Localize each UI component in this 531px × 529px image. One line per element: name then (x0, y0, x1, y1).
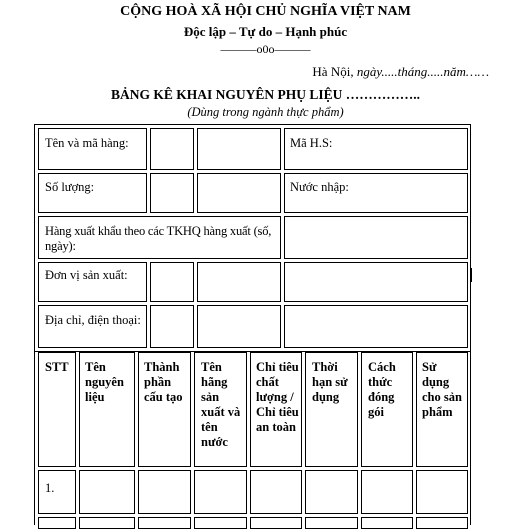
table-row-2-cell[interactable] (138, 517, 191, 529)
input-cell-ten-ma-hang-b[interactable] (197, 128, 281, 170)
col-header-stt: STT (38, 352, 76, 467)
col-header-thanh-phan: Thành phần cấu tạo (138, 352, 191, 467)
table-row-1-cell[interactable] (138, 470, 191, 514)
col-header-cach-thuc-dong-goi: Cách thức đóng gói (361, 352, 413, 467)
document-title: BẢNG KÊ KHAI NGUYÊN PHỤ LIỆU …………….. (110, 87, 421, 102)
table-row-2-cell[interactable] (38, 517, 76, 529)
input-cell-dia-chi-c[interactable] (284, 305, 468, 348)
input-cell-so-luong-a[interactable] (150, 173, 194, 213)
label-ma-hs: Mã H.S: (290, 136, 333, 150)
label-don-vi-san-xuat: Đơn vị sản xuất: (45, 268, 128, 282)
col-header-su-dung-cho: Sử dụng cho sản phẩm (416, 352, 468, 467)
national-motto-line1: CỘNG HOÀ XÃ HỘI CHỦ NGHĨA VIỆT NAM (120, 4, 411, 19)
text-cursor (470, 268, 472, 282)
input-cell-hang-xuat-khau[interactable] (284, 216, 468, 259)
header-separator: ———o0o——— (220, 42, 311, 56)
label-cell-dia-chi (38, 305, 147, 348)
table-row-2-cell[interactable] (250, 517, 302, 529)
date-fill: ngày.....tháng.....năm…… (356, 64, 489, 79)
label-cell-ten-ma-hang (38, 128, 147, 170)
label-nuoc-nhap: Nước nhập: (290, 180, 349, 194)
table-row-1-cell[interactable] (305, 470, 358, 514)
label-cell-nuoc-nhap[interactable] (284, 173, 468, 213)
label-hang-xuat-khau: Hàng xuất khẩu theo các TKHQ hàng xuất (số, ngày): (45, 224, 272, 253)
table-row-1-cell[interactable] (416, 470, 468, 514)
input-cell-so-luong-b[interactable] (197, 173, 281, 213)
date-place: Hà Nội, (312, 64, 357, 79)
input-cell-dia-chi-b[interactable] (197, 305, 281, 348)
input-cell-dia-chi-a[interactable] (150, 305, 194, 348)
table-row-2-cell[interactable] (194, 517, 247, 529)
input-cell-don-vi-b[interactable] (197, 262, 281, 302)
table-row-2-cell[interactable] (79, 517, 135, 529)
table-row-2-cell[interactable] (361, 517, 413, 529)
label-so-luong: Số lượng: (45, 180, 95, 194)
col-header-ten-hang-san-xuat: Tên hãng sản xuất và tên nước (194, 352, 247, 467)
label-cell-ma-hs[interactable] (284, 128, 468, 170)
table-row-1-cell[interactable] (361, 470, 413, 514)
table-row-1-cell[interactable] (194, 470, 247, 514)
input-cell-don-vi-c[interactable] (284, 262, 468, 302)
input-cell-don-vi-a[interactable] (150, 262, 194, 302)
national-motto-line2: Độc lập – Tự do – Hạnh phúc (183, 24, 348, 39)
label-ten-ma-hang: Tên và mã hàng: (45, 136, 129, 150)
col-header-chi-tieu: Chỉ tiêu chất lượng / Chỉ tiêu an toàn (250, 352, 302, 467)
label-cell-don-vi-san-xuat (38, 262, 147, 302)
col-header-thoi-han: Thời hạn sử dụng (305, 352, 358, 467)
label-cell-hang-xuat-khau (38, 216, 281, 259)
label-dia-chi: Địa chỉ, điện thoại: (45, 313, 141, 327)
table-row-1-cell[interactable] (250, 470, 302, 514)
table-row-2-cell[interactable] (416, 517, 468, 529)
label-cell-so-luong (38, 173, 147, 213)
document-subtitle: (Dùng trong ngành thực phẩm) (187, 105, 344, 119)
col-header-ten-nguyen-lieu: Tên nguyên liệu (79, 352, 135, 467)
table-row-1-stt: 1. (38, 470, 76, 514)
input-cell-ten-ma-hang-a[interactable] (150, 128, 194, 170)
table-row-2-cell[interactable] (305, 517, 358, 529)
table-row-1-cell[interactable] (79, 470, 135, 514)
